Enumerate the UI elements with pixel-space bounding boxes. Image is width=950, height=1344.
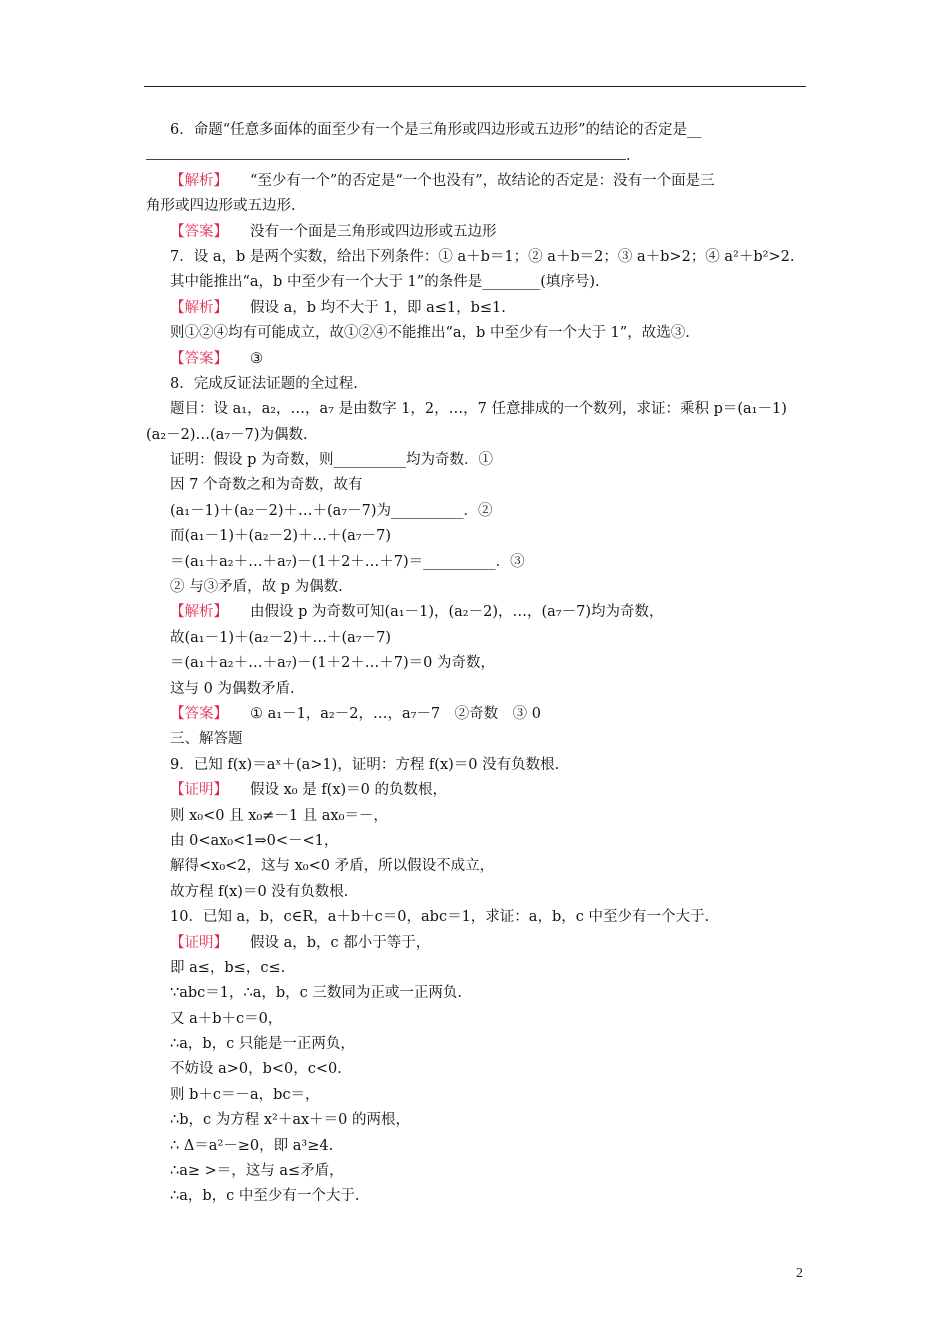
text-line [146,753,804,778]
line-text: ∵abc＝1，∴a，b，c 三数同为正或一正两负. [170,985,462,1002]
text-line [146,727,804,752]
line-text: ＝(a₁＋a₂＋…＋a₇)－(1＋2＋…＋7)＝__________．③ [170,553,525,570]
line-text: 由 0<ax₀<1⇒0<－<1， [170,832,339,849]
text-line [146,397,804,422]
text-line [146,448,804,473]
answer-tag: 【解析】 [170,172,228,189]
line-text: 7．设 a，b 是两个实数，给出下列条件：① a＋b＝1；② a＋b＝2；③ a＋b>2；④ a²＋b²>2. [170,248,795,265]
line-text: “至少有一个”的否定是“一个也没有”，故结论的否定是：没有一个面是三 [250,172,715,189]
text-line [146,1184,804,1209]
answer-tag: 【证明】 [170,782,228,799]
line-text: 则 x₀<0 且 x₀≠－1 且 ax₀＝－， [170,807,388,824]
text-line [146,575,804,600]
text-line [146,1108,804,1133]
line-text: 不妨设 a>0，b<0，c<0. [170,1061,342,1078]
answer-tag: 【解析】 [170,604,228,621]
line-text: 假设 a，b，c 都小于等于， [250,934,431,951]
text-line [146,118,804,143]
text-line [146,499,804,524]
text-line [146,1007,804,1032]
line-text: 8．完成反证法证题的全过程. [170,375,358,392]
line-text: (a₂－2)…(a₇－7)为偶数. [146,426,308,443]
line-text: 6．命题“任意多面体的面至少有一个是三角形或四边形或五边形”的结论的否定是__ [170,122,702,138]
text-line [146,194,804,219]
answer-tag: 【解析】 [170,299,228,316]
answer-tag: 【证明】 [170,934,228,951]
line-text: ∴ Δ＝a²－≥0，即 a³≥4. [170,1137,334,1154]
line-text: 即 a≤，b≤，c≤. [170,959,286,976]
line-text: ∴a，b，c 中至少有一个大于. [170,1188,360,1205]
text-line [146,347,804,372]
text-line [146,372,804,397]
text-line [146,804,804,829]
line-text: ∴a≥ >＝，这与 a≤矛盾， [170,1163,344,1180]
text-line [146,677,804,702]
line-text: 假设 x₀ 是 f(x)＝0 的负数根， [250,782,448,799]
text-line [146,296,804,321]
line-text: ③ [250,350,263,367]
line-text: 题目：设 a₁，a₂，…，a₇ 是由数字 1，2，…，7 任意排成的一个数列，求证：乘积 p＝(a₁－1) [170,401,787,418]
line-text: 又 a＋b＋c＝0， [170,1010,283,1027]
text-line [146,550,804,575]
line-text: 9．已知 f(x)＝aˣ＋(a>1)，证明：方程 f(x)＝0 没有负数根. [170,756,560,773]
line-text: 没有一个面是三角形或四边形或五边形 [250,223,497,240]
page-number: 2 [796,1266,803,1281]
document-body [146,118,804,1210]
text-line [146,524,804,549]
text-line [146,702,804,727]
text-line [146,651,804,676]
line-text: 10．已知 a，b，c∈R，a＋b＋c＝0，abc＝1，求证：a，b，c 中至少有一个大于. [170,909,710,926]
line-text: 其中能推出“a，b 中至少有一个大于 1”的条件是________(填序号). [170,274,600,291]
fill-blank [146,143,626,160]
line-text: ∴b，c 为方程 x²＋ax＋＝0 的两根， [170,1112,410,1129]
text-line [146,220,804,245]
line-text: 角形或四边形或五边形. [146,198,296,215]
text-line [146,778,804,803]
line-text: 解得<x₀<2，这与 x₀<0 矛盾，所以假设不成立， [170,858,495,875]
line-text: ① a₁－1，a₂－2，…，a₇－7 ②奇数 ③ 0 [250,705,541,722]
line-text: 假设 a，b 均不大于 1，即 a≤1，b≤1. [250,299,506,316]
line-text: 证明：假设 p 为奇数，则__________均为奇数．① [170,452,493,469]
line-text: ② 与③矛盾，故 p 为偶数. [170,579,343,596]
text-line [146,905,804,930]
line-text: 故(a₁－1)＋(a₂－2)＋…＋(a₇－7) [170,629,391,646]
text-line [146,245,804,270]
text-line [146,1159,804,1184]
text-line [146,956,804,981]
line-text: 则 b＋c＝－a，bc＝， [170,1086,320,1103]
text-line [146,854,804,879]
text-line [146,1032,804,1057]
line-text: ∴a，b，c 只能是一正两负， [170,1036,355,1053]
text-line [146,829,804,854]
text-line [146,626,804,651]
line-text: 三、解答题 [170,731,243,748]
text-line [146,931,804,956]
header-rule [144,86,806,87]
text-line [146,423,804,448]
text-line [146,169,804,194]
text-line [146,473,804,498]
line-text: 则①②④均有可能成立，故①②④不能推出“a，b 中至少有一个大于 1”，故选③. [170,325,690,342]
text-line [146,1057,804,1082]
text-line [146,981,804,1006]
text-line [146,321,804,346]
answer-tag: 【答案】 [170,350,228,367]
answer-tag: 【答案】 [170,705,228,722]
text-line [146,143,804,168]
line-text: 故方程 f(x)＝0 没有负数根. [170,883,349,900]
line-text: 因 7 个奇数之和为奇数，故有 [170,477,363,494]
line-text: ＝(a₁＋a₂＋…＋a₇)－(1＋2＋…＋7)＝0 为奇数， [170,655,496,672]
text-line [146,270,804,295]
line-text: ． [626,148,641,165]
line-text: (a₁－1)＋(a₂－2)＋…＋(a₇－7)为__________．② [170,502,493,519]
line-text: 由假设 p 为奇数可知(a₁－1)，(a₂－2)，…，(a₇－7)均为奇数， [250,604,664,621]
text-line [146,1134,804,1159]
line-text: 这与 0 为偶数矛盾. [170,680,295,697]
line-text: 而(a₁－1)＋(a₂－2)＋…＋(a₇－7) [170,528,391,545]
text-line [146,880,804,905]
answer-tag: 【答案】 [170,223,228,240]
text-line [146,1083,804,1108]
text-line [146,600,804,625]
